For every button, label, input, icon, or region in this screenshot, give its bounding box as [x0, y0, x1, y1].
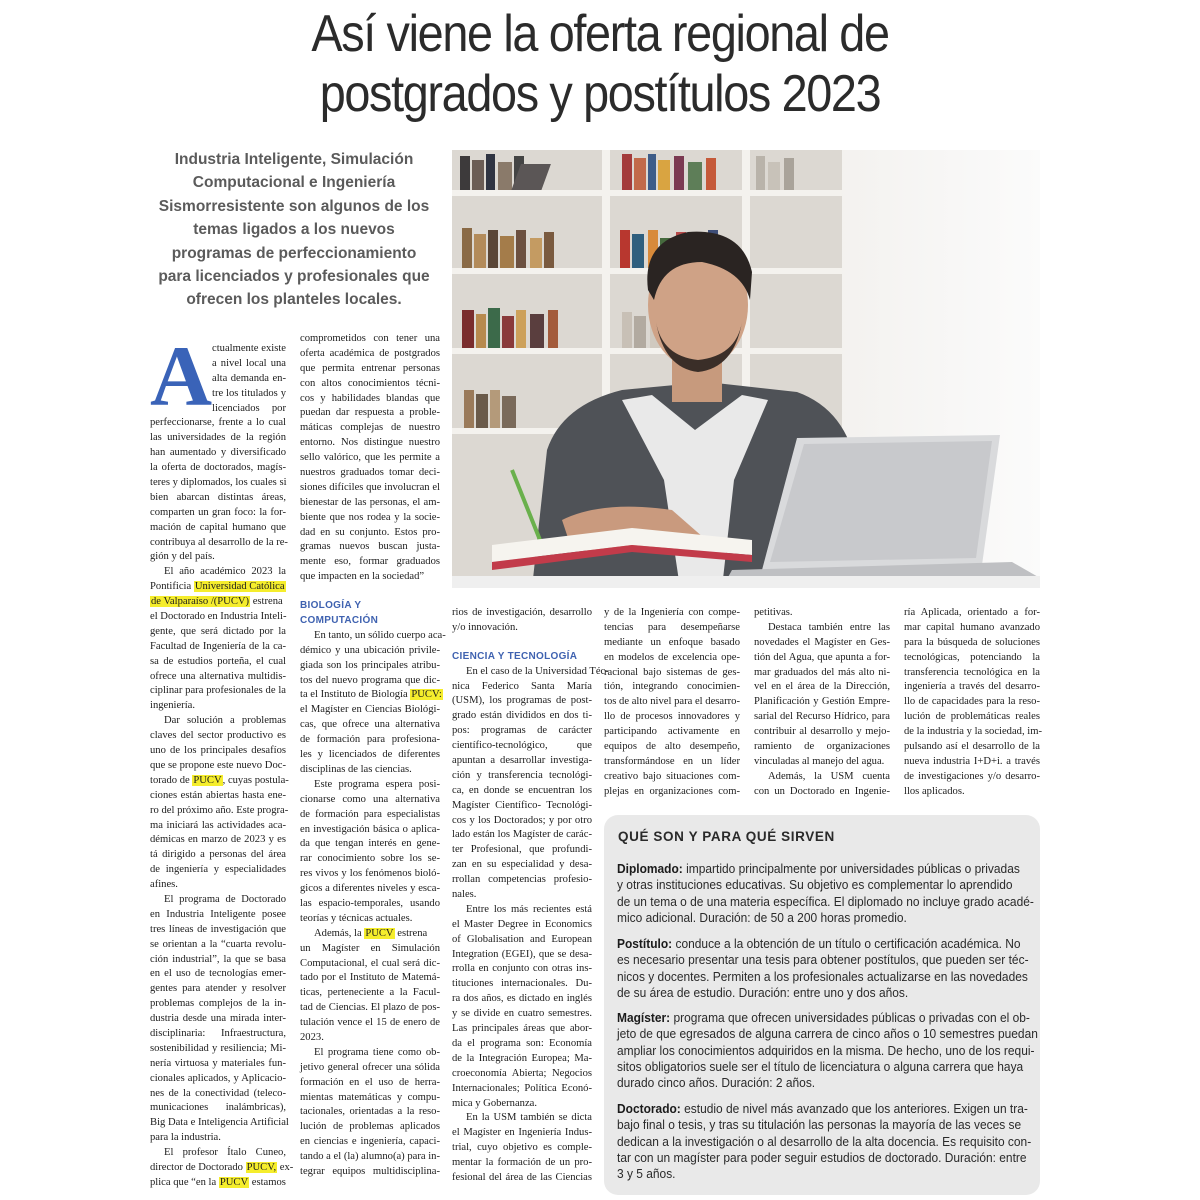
text-line: lado están los Magíster de carác-: [452, 829, 592, 841]
text-line: 2023.: [300, 1031, 324, 1043]
text-line: formación en el uso de herra-: [300, 1076, 440, 1088]
text-line: croeconomía Abierta; Negocios: [452, 1067, 592, 1079]
deck-line: Sismorresistente son algunos de los: [158, 197, 430, 215]
text-line: torado de PUCV, cuyas postula-: [150, 774, 289, 786]
text-line: municaciones inalámbricas),: [150, 1102, 286, 1114]
text-line: racional bajo sistemas de ges-: [604, 666, 740, 678]
section-heading: CIENCIA Y TECNOLOGÍA: [452, 650, 578, 662]
text-line: lución de problemas aplicados: [300, 1121, 440, 1133]
text-line: ría Aplicada, orientado a for-: [904, 607, 1040, 618]
text-line: en el uso de tecnologías emer-: [150, 968, 286, 980]
text-line: plejas en organizaciones com-: [604, 785, 740, 797]
text-line: tecnológicas, potenciando la: [904, 651, 1040, 663]
text-line: giada son los principales atribu-: [300, 659, 440, 671]
article-photo: [452, 150, 1040, 588]
text-line: rrollan competencias profesio-: [452, 874, 592, 886]
text-line: ofrece una alternativa multidis-: [150, 670, 286, 682]
text-line: nueva industria I+D+i. a través: [904, 755, 1040, 767]
text-line: zan en su especialidad y desa-: [452, 859, 592, 871]
text-line: científico-tecnológico, que: [452, 740, 592, 752]
text-line: de la industria y la sociedad, im-: [904, 726, 1042, 738]
text-line: de investigaciones y/o desarro-: [904, 770, 1040, 782]
text-line: el Master Degree in Economics: [452, 918, 592, 930]
text-line: a nivel local una: [212, 357, 286, 369]
text-line: y se divide en cuatro semestres.: [452, 1008, 592, 1020]
text-line: en ciencias e ingeniería, capaci-: [300, 1136, 440, 1148]
text-line: llos aplicados.: [904, 785, 965, 797]
definition-term: Postítulo:: [617, 936, 673, 951]
definition-term: Magíster:: [617, 1010, 671, 1025]
text-line: rrolla en conjunto con otras ins-: [452, 963, 592, 975]
text-line: problemas complejos de la in-: [150, 998, 286, 1010]
text-line: sarial del Recurso Hídrico, para: [754, 711, 890, 723]
text-line: Magíster Científico- Tecnológi-: [452, 799, 592, 811]
text-line: disciplinas de las ciencias.: [300, 763, 412, 775]
text-line: perfeccionarse, frente a lo cual: [150, 417, 286, 429]
article-column-2: [300, 332, 446, 1180]
text-line: tión, integrando conocimien-: [604, 681, 740, 693]
text-line: En la USM también se dicta: [466, 1112, 592, 1124]
text-line: gicos a diferentes niveles y esca-: [300, 883, 440, 895]
text-line: tión del Agua, que apunta a for-: [754, 651, 890, 663]
text-line: que permita entrenar personas: [300, 362, 440, 374]
text-line: petitivas.: [754, 607, 793, 618]
text-line: siones difíciles que involucran el: [300, 481, 440, 493]
text-line: rios de investigación, desarrollo: [452, 607, 592, 618]
text-line: puedan dar respuesta a proble-: [300, 407, 440, 419]
text-line: ciones están abiertas hasta ene-: [150, 789, 286, 801]
text-line: mica y Gobernanza.: [452, 1097, 538, 1109]
text-line: bienestar de las personas, el am-: [300, 496, 440, 508]
text-line: que se propone este nuevo Doc-: [150, 759, 286, 771]
text-line: de ingeniería y especialidades: [150, 864, 286, 876]
text-line: Además, la USM cuenta: [768, 770, 890, 782]
text-line: rar conocimiento sobre los se-: [300, 853, 440, 865]
highlight: PUCV,: [246, 1161, 277, 1173]
text-line: cos y los Doctorados; y por otro: [452, 814, 592, 826]
text-line: teorías y técnicas actuales.: [300, 912, 413, 924]
text-line: dustria desde una mirada inter-: [150, 1013, 286, 1025]
text-line: gión y del país.: [150, 551, 215, 563]
text-line: ca, en donde se encuentran los: [452, 784, 592, 796]
text-line: claves del sector productivo es: [150, 730, 286, 742]
text-line: en investigación básica o aplica-: [300, 823, 440, 835]
highlight: PUCV: [365, 927, 394, 939]
text-line: sa de estudios porteña, el cual: [150, 655, 286, 667]
text-line: nuestros graduados tomar deci-: [300, 467, 440, 479]
text-line: mediante un enfoque basado: [604, 636, 740, 648]
info-box-title: QUÉ SON Y PARA QUÉ SIRVEN: [618, 829, 835, 844]
text-line: con altos conocimientos técni-: [300, 377, 440, 389]
text-line: biente que nos rodea y la socie-: [300, 511, 440, 523]
text-line: de formación para especialistas: [300, 808, 440, 820]
text-line: mación de capital humano que: [150, 521, 286, 533]
text-line: contribuir al desarrollo y mejo-: [754, 726, 890, 738]
text-line: gramas nuevos buscan justa-: [300, 541, 440, 553]
text-line: se orientan a la “cuarta revolu-: [150, 938, 286, 950]
text-line: vel en el área de la Dirección,: [754, 681, 890, 693]
text-line: han aumentado y diversificado: [150, 447, 286, 459]
headline-line-2: postgrados y postítulos 2023: [319, 65, 881, 123]
text-line: nería virtuosa y materiales fun-: [150, 1057, 286, 1069]
text-line: el Magíster en Ciencias Biológi-: [300, 704, 440, 716]
deck: [150, 148, 438, 312]
text-line: sello valórico, que les permite a: [300, 452, 440, 464]
text-line: de Valparaíso /(PUCV) estrena: [151, 596, 283, 608]
text-line: mente eso, formar graduados: [300, 556, 440, 568]
text-line: ro del próximo año. Este progra-: [150, 804, 289, 816]
text-line: tacionales, orientadas a la reso-: [300, 1106, 440, 1118]
text-line: cionarse como una alternativa: [300, 793, 440, 805]
text-line: Internacionales; Política Econó-: [452, 1082, 592, 1094]
text-line: lución de problemáticas reales: [904, 711, 1040, 723]
text-line: Destaca también entre las: [768, 621, 890, 633]
text-line: El año académico 2023 la: [164, 566, 286, 578]
text-line: máticas complejas de nuestro: [300, 422, 440, 434]
text-line: las espacio-temporales, usando: [300, 897, 440, 909]
text-line: En el caso de la Universidad Téc-: [466, 665, 609, 677]
text-line: ingeniería.: [150, 700, 196, 712]
text-line: tituciones internacionales. Du-: [452, 978, 592, 990]
text-line: tencias para desempeñarse: [604, 621, 740, 633]
text-line: transferencia tecnológica en la: [904, 666, 1040, 678]
text-line: que impacten en la sociedad”: [300, 571, 425, 583]
text-line: novedades el Magíster en Ges-: [754, 636, 890, 648]
text-line: Facultad de Ingeniería de la ca-: [150, 640, 286, 652]
text-line: Este programa espera posi-: [314, 778, 440, 790]
text-line: Computacional, el cual será dic-: [300, 957, 440, 969]
text-line: mar graduados del más alto ni-: [754, 666, 890, 678]
text-line: sostenibilidad y resiliencia; Mi-: [150, 1042, 286, 1054]
text-line: Integration (EGEI), que se desa-: [452, 948, 592, 960]
drop-cap: A: [150, 328, 213, 424]
text-line: ctualmente existe: [212, 343, 286, 354]
text-line: y de la Ingeniería con compe-: [604, 607, 740, 618]
deck-line: programas de perfeccionamiento: [171, 244, 417, 262]
text-line: ter Profesional, que profundi-: [452, 844, 592, 856]
text-line: Además, la PUCV estrena: [314, 927, 428, 939]
text-line: tre los titulados y: [212, 387, 286, 399]
text-line: démico y una ubicación privile-: [300, 644, 440, 656]
headline: [60, 4, 1140, 124]
deck-line: Computacional e Ingeniería: [192, 174, 396, 192]
article-column-6: [904, 606, 1040, 800]
text-line: llo de procesos innovadores y: [604, 711, 740, 723]
text-line: llo de capacidades para la reso-: [904, 696, 1040, 708]
text-line: tado por el Instituto de Matemá-: [300, 972, 440, 984]
text-line: nica Federico Santa María: [452, 680, 592, 692]
text-line: pulsando así el desarrollo de la: [904, 741, 1040, 753]
text-line: cas, que ofrece una alternativa: [300, 719, 440, 731]
definition-diplomado: Diplomado: impartido principalmente por universidades públicas o privadas y otras instituciones educativas. Su objetivo es complementar lo aprendido de un tema o de una materia específica. El diplomado no incluye grado acadé- mico adicional. Duración: de 50 a 200 horas promedio.: [617, 861, 1034, 925]
deck-line: Industria Inteligente, Simulación: [174, 151, 414, 168]
text-line: El programa tiene como ob-: [314, 1046, 440, 1058]
text-line: cos y habilidades blandas que: [300, 392, 440, 404]
text-line: da que tengan interés en gene-: [300, 838, 440, 850]
text-line: tulación vence el 15 de enero de: [300, 1017, 440, 1029]
text-line: gente, que será dictado por la: [150, 625, 286, 637]
text-line: alta demanda en-: [212, 372, 286, 384]
headline-line-1: Así viene la oferta regional de: [311, 5, 889, 63]
article-column-1: [150, 342, 294, 1191]
text-line: ticas, perteneciente a la Facul-: [300, 987, 440, 999]
article-column-5: [754, 606, 890, 800]
highlight: de Valparaíso /(PUCV): [151, 596, 250, 608]
text-line: plica que “en la PUCV estamos: [150, 1176, 286, 1188]
text-line: licenciados por: [212, 402, 286, 414]
text-line: Dar solución a problemas: [164, 715, 286, 727]
definition-doctorado: Doctorado: estudio de nivel más avanzado que los anteriores. Exigen un tra- bajo final o tesis, y tras su titulación las personas la mayoría de las veces se dedican a la investigación o al desarrollo de la alta docencia. Es requisito con- tar con un magíster para poder seguir estudios de doctorado. Duración: entre 3 y 5 años.: [617, 1101, 1032, 1182]
text-line: de la Integración Europea; Ma-: [452, 1052, 592, 1064]
student-laptop-illustration: [452, 150, 1040, 588]
text-line: tres líneas de investigación que: [150, 923, 286, 935]
text-line: las universidades de la región: [150, 432, 286, 444]
text-line: contribuya al desarrollo de la re-: [150, 536, 288, 548]
text-line: Planificación y Gestión Empre-: [754, 696, 890, 708]
text-line: El profesor Ítalo Cuneo,: [164, 1147, 286, 1159]
text-line: En tanto, un sólido cuerpo aca-: [314, 629, 446, 641]
text-line: jetivo general ofrecer una sólida: [300, 1061, 440, 1073]
text-line: da el programa son: Economía: [452, 1037, 592, 1049]
text-line: mientas matemáticas y compu-: [300, 1091, 440, 1103]
text-line: apuntan a desarrollar investiga-: [452, 755, 592, 767]
text-line: (USM), los programas de post-: [452, 695, 592, 707]
text-line: afines.: [150, 879, 178, 891]
text-line: comprometidos con tener una: [300, 333, 440, 344]
text-line: director de Doctorado PUCV, ex-: [150, 1161, 294, 1173]
text-line: fesional del área de las Ciencias: [452, 1171, 592, 1183]
text-line: gentes para atender y resolver: [150, 983, 286, 995]
section-heading: COMPUTACIÓN: [300, 615, 379, 627]
highlight: PUCV:: [411, 689, 442, 701]
text-line: trial, cuyo objetivo es comple-: [452, 1142, 592, 1154]
highlight: PUCV: [193, 774, 222, 786]
text-line: mar capital humano avanzado: [904, 621, 1040, 633]
text-line: tando a el (la) alumno(a) para in-: [300, 1151, 441, 1163]
text-line: la oferta de doctorados, magís-: [150, 462, 286, 474]
text-line: Big Data e Inteligencia Artificial: [150, 1117, 289, 1129]
article-column-3: [452, 606, 609, 1186]
text-line: mentar la formación de un pro-: [452, 1157, 592, 1169]
text-line: para la búsqueda de soluciones: [904, 636, 1040, 648]
text-line: ra dos años, es dictado en inglés: [452, 993, 592, 1005]
text-line: res vivos y los fenómenos bioló-: [300, 868, 440, 880]
text-line: Pontificia Universidad Católica: [150, 581, 285, 593]
text-line: equipos de alto desempeño,: [604, 741, 740, 753]
definition-term: Doctorado:: [617, 1101, 681, 1116]
highlight: Universidad Católica: [194, 581, 285, 593]
text-line: tegrar equipos multidisciplina-: [300, 1165, 440, 1177]
section-heading: BIOLOGÍA Y: [300, 600, 362, 612]
text-line: ciplinar para profesionales de la: [150, 685, 286, 697]
text-line: nales.: [452, 889, 477, 901]
highlight: PUCV: [219, 1176, 249, 1188]
text-line: ma iniciará las actividades aca-: [150, 819, 286, 831]
text-line: con un Doctorado en Ingenie-: [754, 785, 890, 797]
text-line: creativo bajo situaciones com-: [604, 770, 740, 782]
text-line: oferta académica de postgrados: [300, 347, 440, 359]
text-line: tad de Ciencias. El plazo de pos-: [300, 1002, 440, 1014]
text-line: en modelos de excelencia ope-: [604, 651, 740, 663]
text-line: démicas en marzo de 2023 y es: [150, 834, 286, 846]
definition-term: Diplomado:: [617, 861, 683, 876]
text-line: tá dirigido a personas del área: [150, 849, 286, 861]
deck-line: ofrecen los planteles locales.: [186, 291, 402, 309]
text-line: El programa de Doctorado: [164, 893, 286, 905]
text-line: grado están divididos en dos ti-: [452, 710, 592, 722]
text-line: participando activamente en: [604, 726, 740, 738]
text-line: ción industrial”, la que se basa: [150, 953, 286, 965]
text-line: of Globalisation and European: [452, 933, 592, 945]
text-line: transformándose en un líder: [604, 755, 740, 767]
text-line: uno de los principales desafíos: [150, 745, 286, 757]
text-line: les y licenciados de diferentes: [300, 749, 440, 761]
text-line: vinculadas al manejo del agua.: [754, 755, 885, 767]
text-line: ramiento de organizaciones: [754, 741, 890, 753]
text-line: un Magíster en Simulación: [300, 942, 440, 954]
text-line: bien abarcan distintas áreas,: [150, 491, 286, 503]
text-line: dad en su conjunto. Estos pro-: [300, 526, 440, 538]
text-line: el Doctorado en Industria Inteli-: [150, 611, 287, 623]
text-line: Las principales áreas que abor-: [452, 1023, 592, 1035]
text-line: ingeniería a través del desarro-: [904, 681, 1040, 693]
text-line: disciplinaria: Infraestructura,: [150, 1027, 286, 1039]
text-line: entorno. Nos distingue nuestro: [300, 437, 440, 449]
text-line: y/o innovación.: [452, 621, 518, 633]
text-line: cionales aplicados, y Aplicacio-: [150, 1072, 286, 1084]
text-line: ta el Instituto de Biología PUCV:: [300, 689, 442, 701]
text-line: Entre los más recientes está: [466, 903, 592, 915]
text-line: teres y diplomados, los cuales si: [150, 477, 287, 489]
text-line: comparten un gran foco: la for-: [150, 506, 286, 518]
text-line: de formación para profesiona-: [300, 734, 440, 746]
deck-line: para licenciados y profesionales que: [158, 268, 430, 286]
text-line: el Magíster en Ingeniería Indus-: [452, 1127, 592, 1139]
text-line: ción y transferencia tecnológi-: [452, 769, 592, 781]
text-line: tos de alto nivel para el desarro-: [604, 696, 740, 708]
definition-magister: Magíster: programa que ofrecen universidades públicas o privadas con el ob- jeto de que egresados de alguna carrera de cinco años o 10 semestres puedan ampliar los conocimientos adquiridos en la misma. De hecho, uno de los requi- sitos obligatorios suele ser el título de licenciatura o alguna carrera que haya durado cinco años. Duración: 2 años.: [617, 1010, 1038, 1091]
text-line: en Industria Inteligente posee: [150, 908, 286, 920]
text-line: nes de la conectividad (teleco-: [150, 1087, 286, 1099]
text-line: pos: programas de carácter: [452, 725, 592, 737]
text-line: para la industria.: [150, 1132, 221, 1144]
article-column-4: [604, 606, 740, 800]
text-line: tos del nuevo programa que dic-: [300, 674, 440, 686]
definition-postitulo: Postítulo: conduce a la obtención de un título o certificación académica. No es necesario presentar una tesis para obtener postítulos, que pueden ser téc- nicos y docentes. Permiten a los profesionales actualizarse en las novedades de su área de estudio. Duración: entre uno y dos años.: [617, 936, 1029, 1000]
deck-line: temas ligados a los nuevos: [193, 221, 395, 239]
